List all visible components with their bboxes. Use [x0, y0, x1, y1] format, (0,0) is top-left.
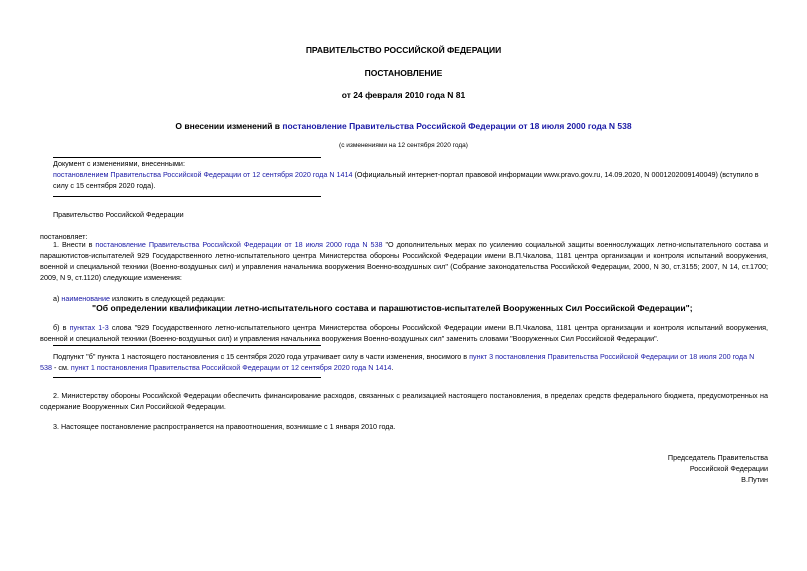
paragraph-1 — [40, 239, 768, 283]
pb-text: слова "929 Государственного летно-испытательного центра Министерства обороны Российской Федерации имени В.П.Чкалова, 1181 центра организации и контроля испытаний вооружения, военной и специальной техники (Военно-воздушных сил) и управления начальника вооружения Военно-воздушных сил" заменить словами "Вооруженных Сил Российской Федерации". — [40, 323, 768, 343]
amendment-source: (Официальный интернет-портал правовой информации www.pravo.gov.ru, 14.09.2020, N 0001202009140049) (вступило в силу с 15 сентября 2020 года). — [53, 170, 759, 190]
government-heading: ПРАВИТЕЛЬСТВО РОССИЙСКОЙ ФЕДЕРАЦИИ — [305, 45, 502, 55]
signature-name: В.Путин — [741, 475, 768, 484]
title-prefix: О внесении изменений в — [175, 121, 283, 131]
document-title — [0, 121, 807, 132]
amendments-list — [53, 169, 768, 191]
government-subject: Правительство Российской Федерации — [53, 210, 184, 219]
divider-bottom — [53, 196, 321, 197]
pb-link-points-1-3[interactable]: пунктах 1-3 — [69, 323, 109, 332]
divider-note-top — [53, 345, 321, 346]
note-link-point-1[interactable]: пункт 1 постановления Правительства Российской Федерации от 12 сентября 2020 года N 1414 — [70, 363, 392, 372]
signature-block — [668, 452, 768, 485]
document-type: ПОСТАНОВЛЕНИЕ — [364, 68, 443, 78]
note-mid: - см. — [52, 363, 71, 372]
new-title-quote: "Об определении квалификации летно-испытательного состава и парашютистов-испытателей Вооруженных Сил Российской Федерации"; — [92, 303, 693, 313]
note-link-point-3[interactable]: пункт 3 постановления Правительства Российской Федерации от 18 июля 200 года N 538 — [40, 352, 755, 372]
note-end: . — [391, 363, 394, 372]
paragraph-2: 2. Министерству обороны Российской Федерации обеспечить финансирование расходов, связанных с реализацией настоящего постановления, в пределах средств федерального бюджета, предусмотренных на содержание Вооруженных Сил Российской Федерации. — [40, 391, 768, 411]
revision-note: (с изменениями на 12 сентября 2020 года) — [339, 142, 468, 149]
p1-text: "О дополнительных мерах по усилению социальной защиты военнослужащих летно-испытательного состава и парашютистов-испытателей 929 Государственного летно-испытательного центра Министерства обороны Российской Федерации имени В.П.Чкалова, 1181 центра организации и контроля испытаний вооружения, военной и специальной техники (Военно-воздушных сил) и управления начальника вооружения Военно-воздушных сил" (Собрание законодательства Российской Федерации, 2000, N 30, ст.3155; 2007, N 14, ст.1700; 2009, N 9, ст.1120) следующие изменения: — [40, 240, 768, 282]
signature-organization: Российской Федерации — [689, 464, 768, 473]
pa-prefix: а) — [53, 294, 62, 303]
p1-start: 1. Внести в — [53, 240, 96, 249]
amendment-link-1414[interactable]: постановлением Правительства Российской Федерации от 12 сентября 2020 года N 1414 — [53, 170, 353, 179]
pa-link-name[interactable]: наименование — [61, 294, 110, 303]
note-start: Подпункт "б" пункта 1 настоящего постановления с 15 сентября 2020 года утрачивает силу в части изменения, вносимого в — [53, 352, 470, 361]
title-link-decree-538[interactable]: постановление Правительства Российской Федерации от 18 июля 2000 года N 538 — [282, 121, 632, 131]
pb-start: б) в — [53, 323, 70, 332]
signature-position: Председатель Правительства — [667, 453, 768, 462]
document-date-number: от 24 февраля 2010 года N 81 — [341, 90, 466, 100]
pa-rest: изложить в следующей редакции: — [110, 294, 226, 303]
p1-link-decree-538[interactable]: постановление Правительства Российской Федерации от 18 июля 2000 года N 538 — [95, 240, 383, 249]
amendments-heading: Документ с изменениями, внесенными: — [53, 159, 185, 168]
divider-note-bottom — [53, 377, 321, 378]
paragraph-b — [40, 322, 768, 344]
paragraph-3: 3. Настоящее постановление распространяется на правоотношения, возникшие с 1 января 2010 года. — [53, 422, 396, 431]
validity-note — [40, 351, 768, 373]
decrees-word: постановляет: — [40, 232, 88, 241]
